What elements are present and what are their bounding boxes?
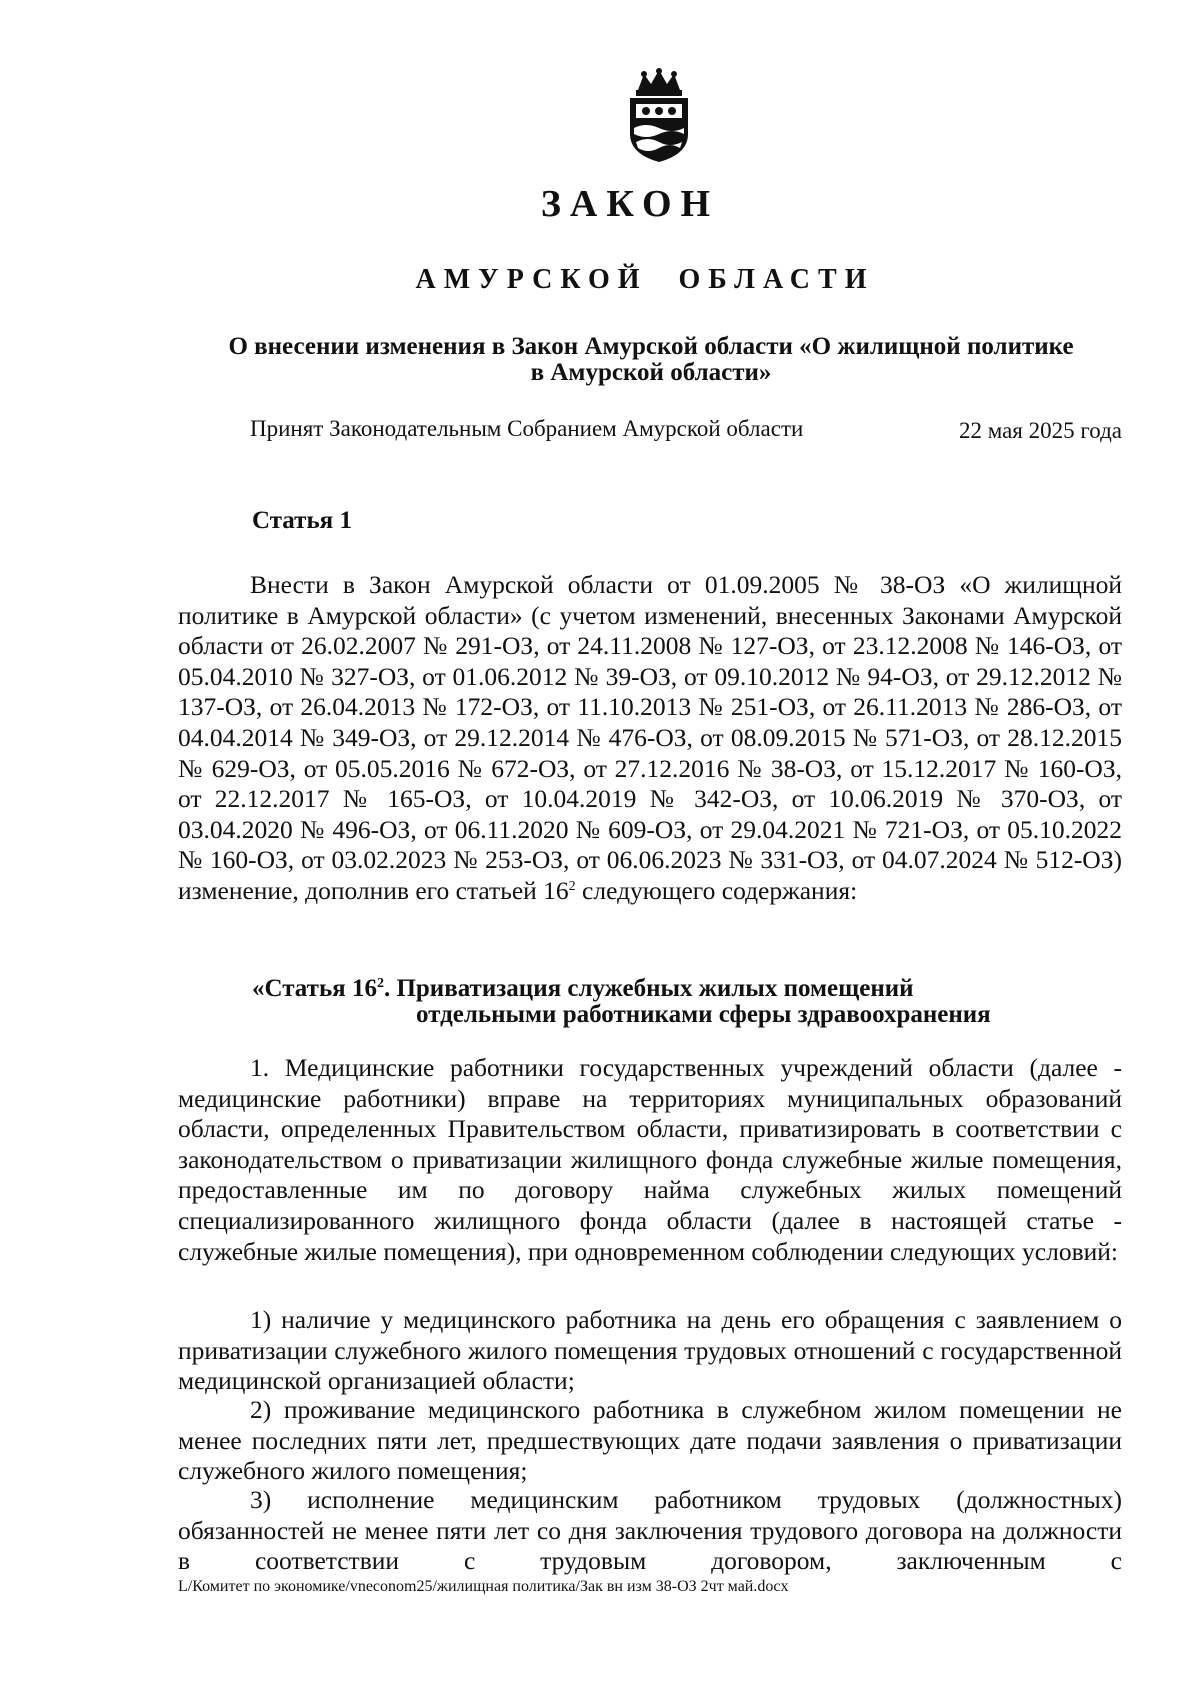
article-1-text-end: следующего содержания: — [575, 875, 858, 905]
condition-1-text: 1) наличие у медицинского работника на день его обращения с заявлением о приватизации служебного жилого помещения трудовых отношений с государственной медицинской организацией области; — [178, 1305, 1122, 1396]
article-16-2-heading-superscript: 2 — [376, 976, 384, 991]
article-number-superscript: 2 — [568, 878, 576, 894]
adoption-date: 22 мая 2025 года — [958, 418, 1122, 443]
law-title-line-2: в Амурской области» — [530, 359, 772, 386]
article-16-2-heading-line-2: отдельными работниками сферы здравоохранения — [416, 1001, 991, 1028]
condition-1-paragraph — [178, 1305, 1122, 1397]
condition-3-paragraph — [178, 1485, 1122, 1577]
article-16-2-heading-line-1: . Приватизация служебных жилых помещений — [383, 975, 914, 1002]
region-heading: АМУРСКОЙ ОБЛАСТИ — [415, 264, 875, 295]
law-title-line-1: О внесении изменения в Закон Амурской области «О жилищной политике — [228, 333, 1074, 360]
condition-2-text: 2) проживание медицинского работника в служебном жилом помещении не менее последних пяти лет, предшествующих дате подачи заявления о приватизации служебного жилого помещения; — [178, 1395, 1122, 1486]
law-title — [186, 334, 1116, 386]
document-type-heading: ЗАКОН — [540, 183, 720, 225]
article-1-heading: Статья 1 — [252, 507, 352, 534]
article-1-text: Внести в Закон Амурской области от 01.09.2005 № 38-ОЗ «О жилищной политике в Амурской области» (с учетом изменений, внесенных Законами Амурской области от 26.02.2007 № 291-ОЗ, от 24.11.2008 № 127-ОЗ, от 23.12.2008 № 146-ОЗ, от 05.04.2010 № 327-ОЗ, от 01.06.2012 № 39-ОЗ, от 09.10.2012 № 94-ОЗ, от 29.12.2012 № 137-ОЗ, от 26.04.2013 № 172-ОЗ, от 11.10.2013 № 251-ОЗ, от 26.11.2013 № 286-ОЗ, от 04.04.2014 № 349-ОЗ, от 29.12.2014 № 476-ОЗ, от 08.09.2015 № 571-ОЗ, от 28.12.2015 № 629-ОЗ, от 05.05.2016 № 672-ОЗ, от 27.12.2016 № 38-ОЗ, от 15.12.2017 № 160-ОЗ, от 22.12.2017 № 165-ОЗ, от 10.04.2019 № 342-ОЗ, от 10.06.2019 № 370-ОЗ, от 03.04.2020 № 496-ОЗ, от 06.11.2020 № 609-ОЗ, от 29.04.2021 № 721-ОЗ, от 05.10.2022 № 160-ОЗ, от 03.02.2023 № 253-ОЗ, от 06.06.2023 № 331-ОЗ, от 04.07.2024 № 512-ОЗ) изменение, дополнив его статьей 16 — [178, 570, 1122, 905]
article-16-2-heading-prefix: «Статья 16 — [252, 975, 377, 1002]
condition-3-text: 3) исполнение медицинским работником трудовых (должностных) обязанностей не менее пяти лет со дня заключения трудового договора на должности в соответствии с трудовым договором, заключенным с — [178, 1485, 1122, 1576]
point-1-paragraph — [178, 1053, 1122, 1267]
condition-2-paragraph — [178, 1395, 1122, 1487]
article-16-2-heading — [252, 976, 991, 1028]
adoption-statement: Принят Законодательным Собранием Амурской области — [250, 416, 804, 441]
point-1-text: 1. Медицинские работники государственных учреждений области (далее - медицинские работники) вправе на территориях муниципальных образований области, определенных Правительством области, приватизировать в соответствии с законодательством о приватизации жилищного фонда служебные жилые помещения, предоставленные им по договору найма служебных жилых помещений специализированного жилищного фонда области (далее в настоящей статье - служебные жилые помещения), при одновременном соблюдении следующих условий: — [178, 1053, 1122, 1266]
amur-region-coat-of-arms-icon — [624, 68, 694, 164]
article-1-paragraph — [178, 570, 1122, 907]
file-path-footer: L/Комитет по экономике/vneconom25/жилищная политика/Зак вн изм 38-ОЗ 2чт май.docx — [178, 1578, 789, 1595]
